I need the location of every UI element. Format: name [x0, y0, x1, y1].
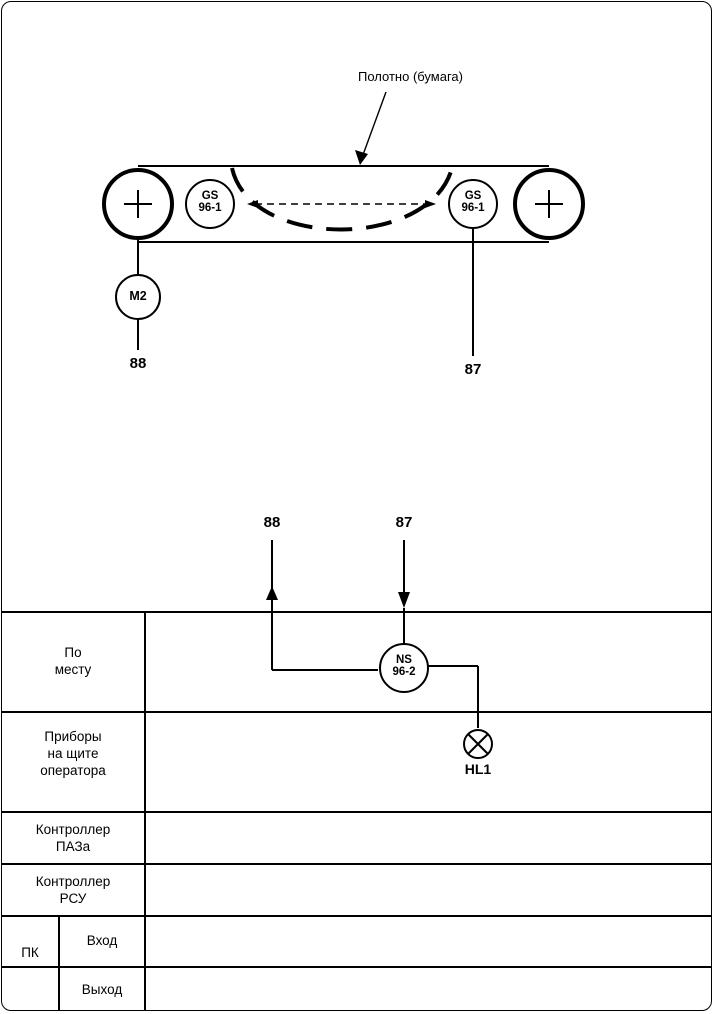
- span-arrow-right: [425, 200, 436, 208]
- web-label: Полотно (бумага): [358, 69, 463, 84]
- signal-label-88-mid: 88: [263, 514, 281, 531]
- row-local-l2: месту: [54, 661, 92, 677]
- web-sag-dashed: [232, 168, 452, 230]
- sensor-left-tag-line2: 96-1: [198, 202, 222, 215]
- sensor-left-tag-line1: GS: [201, 190, 219, 202]
- row-rsu-l2: РСУ: [59, 890, 87, 906]
- signal-87-arrowhead: [398, 592, 410, 608]
- signal-label-87-mid: 87: [395, 514, 413, 531]
- row-rsu-l1: Контроллер: [35, 874, 111, 889]
- table-row-label-pc-output: Выход: [81, 982, 123, 997]
- row-op-l1: Приборы: [44, 729, 102, 744]
- sensor-right-tag-line1: GS: [464, 190, 482, 202]
- signal-label-87-top: 87: [464, 361, 482, 378]
- table-row-label-rsu-controller: [2, 874, 144, 908]
- signal-label-88-top: 88: [129, 355, 147, 372]
- sensor-right-tag: [449, 190, 497, 215]
- row-paz-l2: ПАЗа: [55, 838, 91, 854]
- row-local-l1: По: [64, 645, 82, 660]
- web-label-leader: [360, 92, 386, 163]
- web-label-arrowhead: [355, 150, 368, 165]
- table-row-label-pc-input: Вход: [86, 933, 118, 948]
- table-row-label-pc: ПК: [21, 945, 39, 960]
- switch-tag-line2: 96-2: [392, 666, 416, 679]
- table-row-label-local: [2, 645, 144, 679]
- motor-tag: M2: [129, 289, 147, 303]
- sensor-right-tag-line2: 96-1: [461, 202, 485, 215]
- lamp-label: HL1: [464, 761, 492, 777]
- sensor-left-tag: [186, 190, 234, 215]
- span-arrow-left: [247, 200, 258, 208]
- switch-tag-line1: NS: [396, 654, 412, 666]
- row-op-l2: на щите: [47, 745, 99, 761]
- table-row-label-operator-panel: [2, 729, 144, 780]
- row-paz-l1: Контроллер: [35, 822, 111, 837]
- switch-tag: [380, 654, 428, 679]
- table-row-label-paz-controller: [2, 822, 144, 856]
- row-op-l3: оператора: [40, 762, 106, 778]
